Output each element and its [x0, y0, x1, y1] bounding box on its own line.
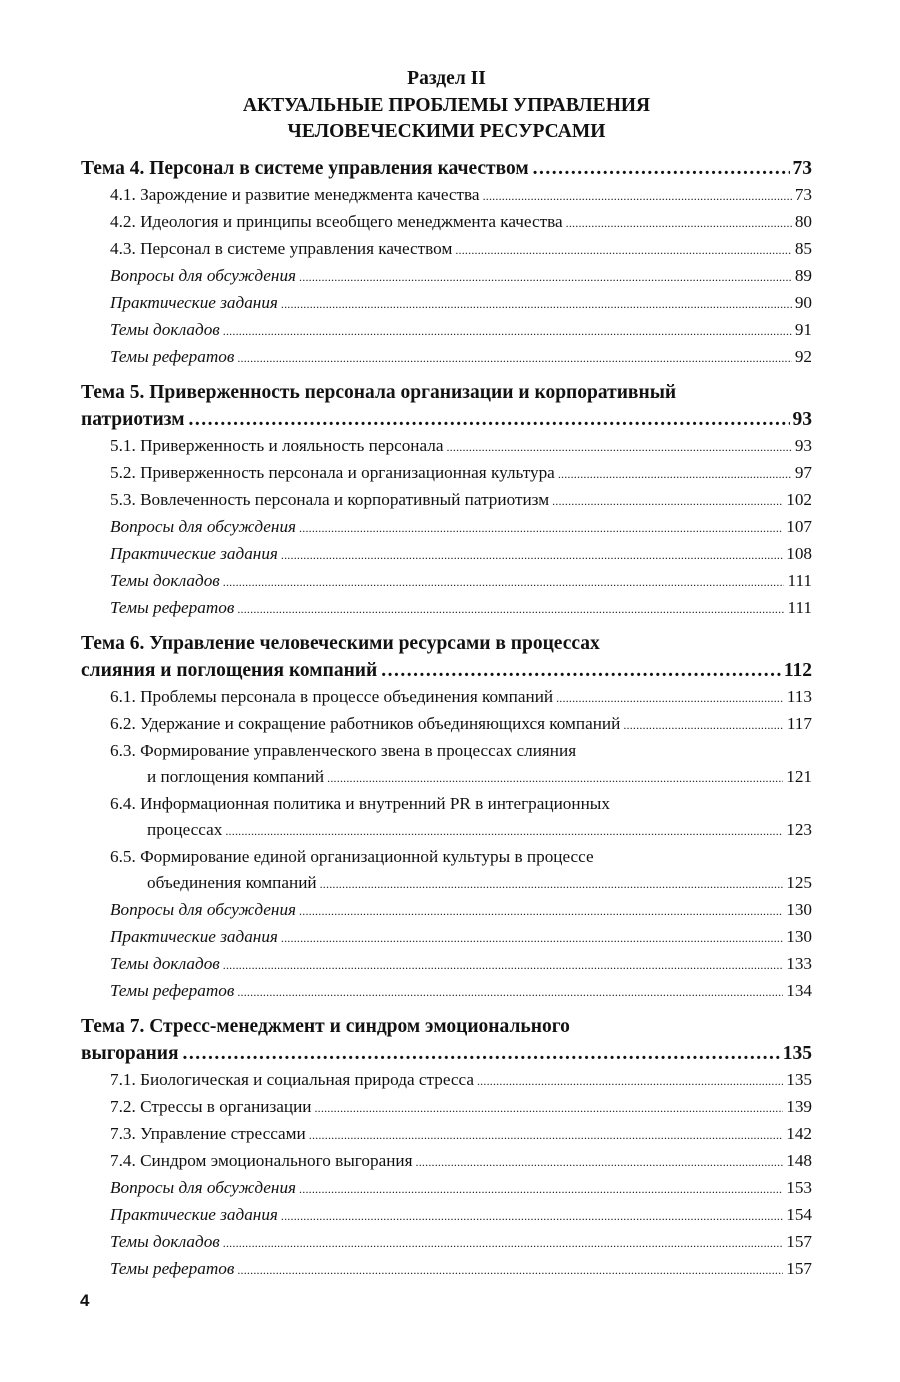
leader-dots [281, 924, 783, 951]
topic-page-number: 135 [782, 1042, 812, 1064]
entry-text: 7.3. Управление стрессами [110, 1123, 306, 1143]
toc-entry[interactable] [81, 317, 812, 344]
entry-text: 7.1. Биологическая и социальная природа стресса [110, 1069, 474, 1089]
topic-page-number: 93 [792, 408, 812, 430]
section-title-line-2: ЧЕЛОВЕЧЕСКИМИ РЕСУРСАМИ [287, 121, 606, 142]
entry-page-number: 91 [794, 319, 812, 339]
topic-title-text-cont: слияния и поглощения компаний [81, 659, 378, 681]
toc-entry[interactable] [81, 1148, 812, 1175]
entry-page-number: 111 [787, 570, 812, 590]
entry-text: Темы докладов [110, 1231, 220, 1251]
toc-entry[interactable] [81, 290, 812, 317]
leader-dots [477, 1067, 783, 1094]
topic-page-number: 73 [792, 157, 812, 179]
toc-entry[interactable] [81, 344, 812, 371]
leader-dots [281, 1202, 783, 1229]
leader-dots [455, 236, 791, 263]
toc-page [81, 66, 812, 1283]
topic-title-text: Тема 4. Персонал в системе управления качеством [81, 157, 529, 179]
leader-dots [237, 1256, 783, 1283]
leader-dots [281, 290, 792, 317]
leader-dots [223, 951, 783, 978]
toc-entry[interactable] [81, 684, 812, 711]
toc-entry[interactable] [81, 711, 812, 738]
toc-entry[interactable] [81, 568, 812, 595]
topic-title-text: Тема 6. Управление человеческими ресурсами в процессах [81, 632, 600, 654]
entry-text-cont: процессах [147, 819, 223, 839]
leader-dots [223, 1229, 783, 1256]
leader-dots [299, 1175, 783, 1202]
toc-entry[interactable] [81, 433, 812, 460]
entry-text: 6.4. Информационная политика и внутренний PR в интеграционных [110, 793, 610, 813]
leader-dots [566, 209, 792, 236]
entry-text: 6.3. Формирование управленческого звена в процессах слияния [110, 740, 577, 760]
entry-page-number: 90 [794, 292, 812, 312]
leader-dots [446, 433, 791, 460]
leader-dots [533, 155, 790, 182]
entry-page-number: 108 [786, 543, 812, 563]
entry-text: 7.2. Стрессы в организации [110, 1096, 312, 1116]
toc-entry[interactable] [81, 595, 812, 622]
topic-title[interactable] [81, 155, 812, 182]
entry-page-number: 123 [786, 819, 812, 839]
leader-dots [237, 978, 783, 1005]
toc-entry[interactable] [81, 182, 812, 209]
leader-dots [623, 711, 784, 738]
leader-dots [183, 1040, 780, 1067]
entry-text: 7.4. Синдром эмоционального выгорания [110, 1150, 413, 1170]
entry-page-number: 102 [786, 489, 812, 509]
toc-topic-6 [81, 630, 812, 1005]
entry-text: Темы рефератов [110, 346, 235, 366]
entry-page-number: 154 [786, 1204, 812, 1224]
entry-page-number: 117 [786, 713, 812, 733]
entry-text: Темы рефератов [110, 980, 235, 1000]
leader-dots [314, 1094, 783, 1121]
entry-page-number: 135 [786, 1069, 812, 1089]
leader-dots [552, 487, 783, 514]
toc-entry[interactable] [81, 209, 812, 236]
entry-text-cont: и поглощения компаний [147, 766, 325, 786]
entry-page-number: 107 [786, 516, 812, 536]
page-number: 4 [80, 1291, 90, 1310]
entry-text: 5.3. Вовлеченность персонала и корпоративный патриотизм [110, 489, 550, 509]
leader-dots [320, 870, 784, 897]
entry-text: 5.1. Приверженность и лояльность персонала [110, 435, 444, 455]
entry-text: Вопросы для обсуждения [110, 265, 297, 285]
section-heading [81, 66, 812, 146]
entry-text: Вопросы для обсуждения [110, 1177, 297, 1197]
section-title-line-1: АКТУАЛЬНЫЕ ПРОБЛЕМЫ УПРАВЛЕНИЯ [242, 94, 651, 116]
entry-text: Практические задания [110, 1204, 278, 1224]
entry-page-number: 113 [786, 686, 812, 706]
toc-entry[interactable] [81, 1175, 812, 1202]
toc-entry[interactable] [81, 1121, 812, 1148]
leader-dots [416, 1148, 784, 1175]
entry-page-number: 92 [794, 346, 812, 366]
toc-entry[interactable] [81, 236, 812, 263]
entry-page-number: 111 [787, 597, 812, 617]
toc-entry[interactable] [81, 1094, 812, 1121]
leader-dots [223, 317, 792, 344]
entry-text: Темы докладов [110, 319, 220, 339]
toc-entry[interactable] [81, 738, 812, 791]
toc-entry[interactable] [81, 1202, 812, 1229]
toc-entry[interactable] [81, 263, 812, 290]
topic-title-text: Тема 7. Стресс-менеджмент и синдром эмоционального [81, 1015, 570, 1037]
leader-dots [237, 595, 784, 622]
entry-text: Темы докладов [110, 953, 220, 973]
toc-entry[interactable] [81, 978, 812, 1005]
leader-dots [327, 764, 783, 791]
entry-page-number: 80 [794, 211, 812, 231]
entry-page-number: 142 [786, 1123, 812, 1143]
toc-entry[interactable] [81, 791, 812, 844]
topic-title[interactable] [81, 1013, 812, 1067]
leader-dots [381, 657, 781, 684]
leader-dots [223, 568, 785, 595]
entry-text: 6.2. Удержание и сокращение работников объединяющихся компаний [110, 713, 621, 733]
entry-page-number: 148 [786, 1150, 812, 1170]
leader-dots [281, 541, 783, 568]
section-label: Раздел II [407, 68, 486, 89]
toc-topic-7 [81, 1013, 812, 1283]
entry-text: 4.3. Персонал в системе управления качеством [110, 238, 453, 258]
toc-entry[interactable] [81, 1256, 812, 1283]
entry-page-number: 130 [786, 899, 812, 919]
entry-text: Практические задания [110, 543, 278, 563]
topic-title-text: Тема 5. Приверженность персонала организации и корпоративный [81, 381, 677, 403]
leader-dots [299, 514, 783, 541]
leader-dots [556, 684, 784, 711]
entry-text: Вопросы для обсуждения [110, 899, 297, 919]
toc-entry[interactable] [81, 897, 812, 924]
entry-page-number: 134 [786, 980, 812, 1000]
topic-title-text-cont: патриотизм [81, 408, 185, 430]
toc-entry[interactable] [81, 514, 812, 541]
topic-title[interactable] [81, 379, 812, 433]
entry-page-number: 157 [786, 1258, 812, 1278]
toc-entry[interactable] [81, 1067, 812, 1094]
entry-text: 6.5. Формирование единой организационной культуры в процессе [110, 846, 594, 866]
entry-text: Темы рефератов [110, 597, 235, 617]
toc-entry[interactable] [81, 541, 812, 568]
entry-page-number: 73 [794, 184, 812, 204]
entry-text: 4.1. Зарождение и развитие менеджмента качества [110, 184, 480, 204]
leader-dots [309, 1121, 783, 1148]
entry-text: 5.2. Приверженность персонала и организационная культура [110, 462, 555, 482]
entry-page-number: 157 [786, 1231, 812, 1251]
entry-page-number: 121 [786, 766, 812, 786]
toc-topic-5 [81, 379, 812, 622]
toc-entry[interactable] [81, 844, 812, 897]
entry-page-number: 130 [786, 926, 812, 946]
leader-dots [189, 406, 790, 433]
leader-dots [225, 817, 783, 844]
entry-text: Темы докладов [110, 570, 220, 590]
entry-text: Темы рефератов [110, 1258, 235, 1278]
entry-text: 4.2. Идеология и принципы всеобщего менеджмента качества [110, 211, 563, 231]
toc-entry[interactable] [81, 1229, 812, 1256]
entry-text: Практические задания [110, 926, 278, 946]
entry-text: Практические задания [110, 292, 278, 312]
entry-page-number: 93 [794, 435, 812, 455]
entry-page-number: 125 [786, 872, 812, 892]
entry-text: Вопросы для обсуждения [110, 516, 297, 536]
topic-title[interactable] [81, 630, 812, 684]
toc-topic-4 [81, 155, 812, 371]
toc-entry[interactable] [81, 487, 812, 514]
leader-dots [558, 460, 792, 487]
toc-entry[interactable] [81, 924, 812, 951]
leader-dots [237, 344, 791, 371]
entry-text-cont: объединения компаний [147, 872, 317, 892]
entry-page-number: 97 [794, 462, 812, 482]
leader-dots [299, 897, 783, 924]
entry-page-number: 139 [786, 1096, 812, 1116]
entry-page-number: 133 [786, 953, 812, 973]
topic-page-number: 112 [783, 659, 812, 681]
leader-dots [483, 182, 792, 209]
leader-dots [299, 263, 792, 290]
toc-entry[interactable] [81, 460, 812, 487]
entry-page-number: 85 [794, 238, 812, 258]
entry-text: 6.1. Проблемы персонала в процессе объединения компаний [110, 686, 554, 706]
entry-page-number: 153 [786, 1177, 812, 1197]
topic-title-text-cont: выгорания [81, 1042, 179, 1064]
toc-entry[interactable] [81, 951, 812, 978]
entry-page-number: 89 [794, 265, 812, 285]
